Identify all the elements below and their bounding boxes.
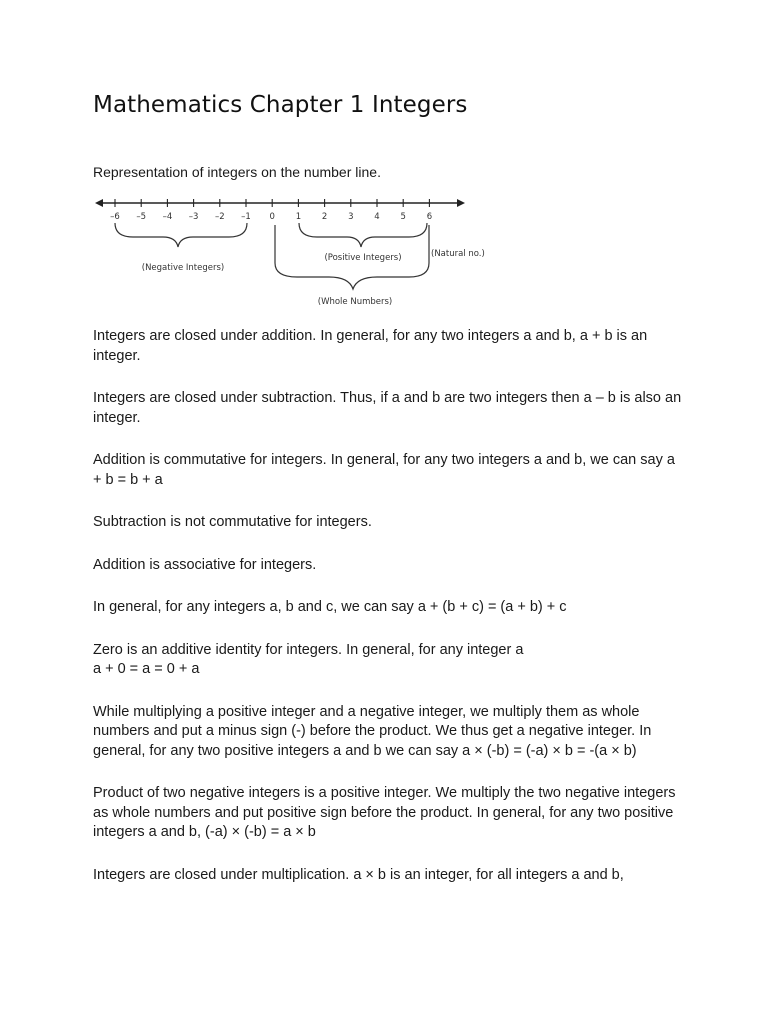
paragraph: Subtraction is not commutative for integers.	[93, 514, 372, 530]
paragraph: Integers are closed under subtraction. Thus, if a and b are two integers then a – b is also an integer.	[93, 390, 682, 426]
tick-label: 4	[374, 212, 380, 222]
paragraph: Addition is associative for integers.	[93, 556, 317, 573]
tick-label: –4	[162, 212, 173, 222]
figure-caption: Representation of integers on the number line.	[93, 164, 381, 180]
document-title: Mathematics Chapter 1 Integers	[93, 92, 468, 118]
right-arrow-icon	[457, 199, 465, 207]
tick-label: 1	[295, 212, 302, 222]
negative-integers-label: (Negative Integers)	[141, 263, 225, 273]
tick-label: 6	[426, 212, 433, 222]
tick-label: –3	[188, 212, 199, 222]
tick-label: 2	[321, 212, 328, 222]
tick-label: 3	[348, 212, 354, 222]
negative-integers-brace	[115, 223, 247, 247]
document-body	[93, 327, 683, 885]
paragraph: Addition is commutative for integers. In general, for any two integers a and b, we can say a + b = b + a	[93, 452, 675, 488]
paragraph: While multiplying a positive integer and a negative integer, we multiply them as whole numbers and put a minus sign (-) before the product. We thus get a negative integer. In general, for any two positive integers a and b we can say a × (-b) = (-a) × b = -(a × b)	[93, 703, 652, 759]
tick-label: 0	[269, 212, 275, 222]
paragraph: Product of two negative integers is a positive integer. We multiply the two negative integers as whole numbers and put positive sign before the product. In general, for any two positive integers a and b, (-a) × (-b) = a × b	[93, 785, 676, 840]
left-arrow-icon	[95, 199, 103, 207]
tick-label: 5	[400, 212, 406, 222]
tick-label: –5	[136, 212, 147, 222]
tick-label: –1	[241, 212, 251, 222]
positive-integers-brace	[299, 223, 427, 247]
whole-numbers-label: (Whole Numbers)	[317, 297, 393, 307]
document-page	[93, 90, 683, 908]
number-line-figure	[93, 193, 485, 311]
paragraph: In general, for any integers a, b and c, we can say a + (b + c) = (a + b) + c	[93, 599, 567, 615]
paragraph: Zero is an additive identity for integers. In general, for any integer a a + 0 = a = 0 + a	[93, 641, 524, 677]
tick-label: –6	[110, 212, 120, 222]
tick-label: –2	[214, 212, 225, 222]
positive-integers-label: (Positive Integers)	[324, 253, 402, 263]
paragraph: Integers are closed under multiplication. a × b is an integer, for all integers a and b,	[93, 866, 624, 883]
paragraph: Integers are closed under addition. In general, for any two integers a and b, a + b is an integer.	[93, 328, 648, 364]
natural-numbers-label: (Natural no.)	[431, 249, 485, 259]
